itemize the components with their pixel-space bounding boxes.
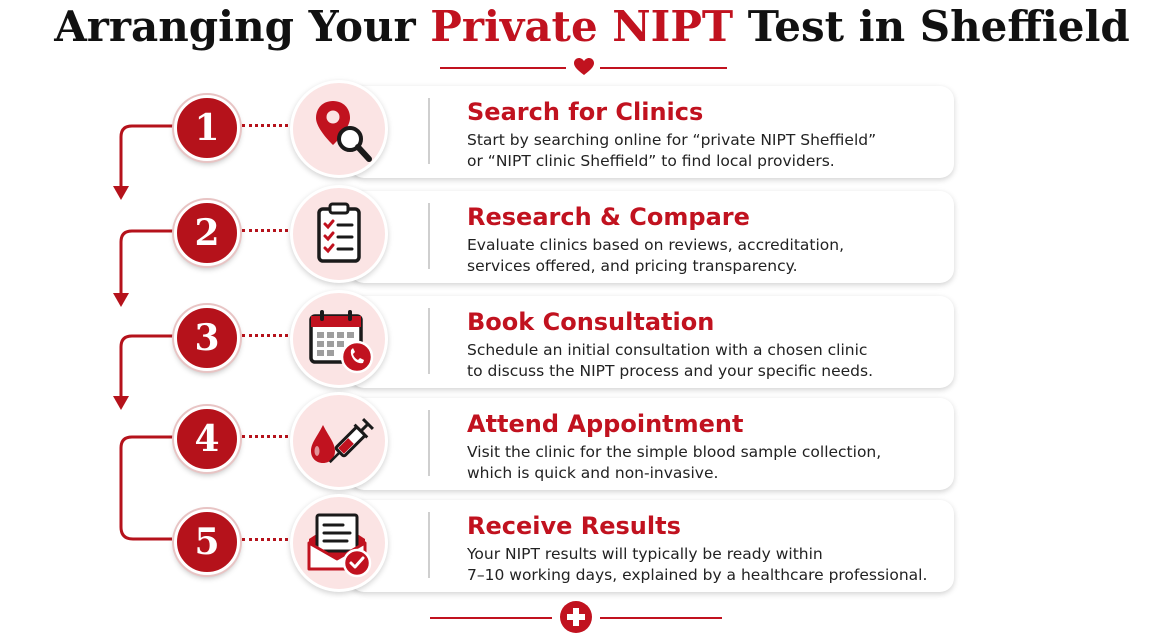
map-pin-search-icon bbox=[303, 93, 375, 165]
dotted-leader bbox=[242, 538, 288, 541]
step-icon-circle-3 bbox=[290, 290, 388, 388]
clipboard-checklist-icon bbox=[303, 198, 375, 270]
title-divider-right bbox=[600, 67, 727, 69]
step-description bbox=[467, 340, 937, 382]
step-description-line: Your NIPT results will typically be ready within bbox=[467, 545, 823, 563]
step-description-line: Evaluate clinics based on reviews, accreditation, bbox=[467, 236, 845, 254]
step-description bbox=[467, 235, 937, 277]
envelope-document-check-icon bbox=[303, 507, 375, 579]
dotted-leader bbox=[242, 124, 288, 127]
step-card-3 bbox=[350, 296, 954, 388]
step-description-line: 7–10 working days, explained by a healthcare professional. bbox=[467, 566, 928, 584]
footer-divider-right bbox=[600, 617, 722, 619]
calendar-phone-icon bbox=[303, 303, 375, 375]
card-divider bbox=[428, 308, 430, 374]
card-divider bbox=[428, 203, 430, 269]
step-description bbox=[467, 544, 937, 586]
title-accent: Private NIPT bbox=[430, 2, 734, 51]
step-heading: Research & Compare bbox=[467, 203, 750, 231]
step-description-line: services offered, and pricing transparency. bbox=[467, 257, 798, 275]
step-description-line: Schedule an initial consultation with a chosen clinic bbox=[467, 341, 868, 359]
step-number-2: 2 bbox=[174, 200, 240, 266]
step-heading: Attend Appointment bbox=[467, 410, 744, 438]
title-suffix: Test in Sheffield bbox=[733, 2, 1130, 51]
step-icon-circle-5 bbox=[290, 494, 388, 592]
dotted-leader bbox=[242, 435, 288, 438]
card-divider bbox=[428, 410, 430, 476]
step-description-line: which is quick and non-invasive. bbox=[467, 464, 719, 482]
medical-cross-icon bbox=[560, 601, 592, 633]
blood-drop-syringe-icon bbox=[303, 405, 375, 477]
heart-icon bbox=[574, 58, 594, 76]
title-divider-left bbox=[440, 67, 566, 69]
step-number-1: 1 bbox=[174, 95, 240, 161]
step-icon-circle-1 bbox=[290, 80, 388, 178]
step-heading: Search for Clinics bbox=[467, 98, 704, 126]
step-heading: Book Consultation bbox=[467, 308, 715, 336]
step-description-line: or “NIPT clinic Sheffield” to find local providers. bbox=[467, 152, 835, 170]
step-card-4 bbox=[350, 398, 954, 490]
step-description bbox=[467, 130, 937, 172]
step-icon-circle-2 bbox=[290, 185, 388, 283]
footer-divider-left bbox=[430, 617, 552, 619]
step-number-5: 5 bbox=[174, 509, 240, 575]
dotted-leader bbox=[242, 229, 288, 232]
step-description-line: to discuss the NIPT process and your specific needs. bbox=[467, 362, 873, 380]
step-description-line: Visit the clinic for the simple blood sample collection, bbox=[467, 443, 882, 461]
step-number-4: 4 bbox=[174, 406, 240, 472]
step-icon-circle-4 bbox=[290, 392, 388, 490]
card-divider bbox=[428, 98, 430, 164]
card-divider bbox=[428, 512, 430, 578]
dotted-leader bbox=[242, 334, 288, 337]
step-connector-arrows bbox=[0, 0, 200, 600]
title-prefix: Arranging Your bbox=[54, 2, 431, 51]
step-description-line: Start by searching online for “private NIPT Sheffield” bbox=[467, 131, 877, 149]
step-card-1 bbox=[350, 86, 954, 178]
step-card-2 bbox=[350, 191, 954, 283]
step-heading: Receive Results bbox=[467, 512, 681, 540]
step-number-3: 3 bbox=[174, 305, 240, 371]
step-card-5 bbox=[350, 500, 954, 592]
step-description bbox=[467, 442, 937, 484]
